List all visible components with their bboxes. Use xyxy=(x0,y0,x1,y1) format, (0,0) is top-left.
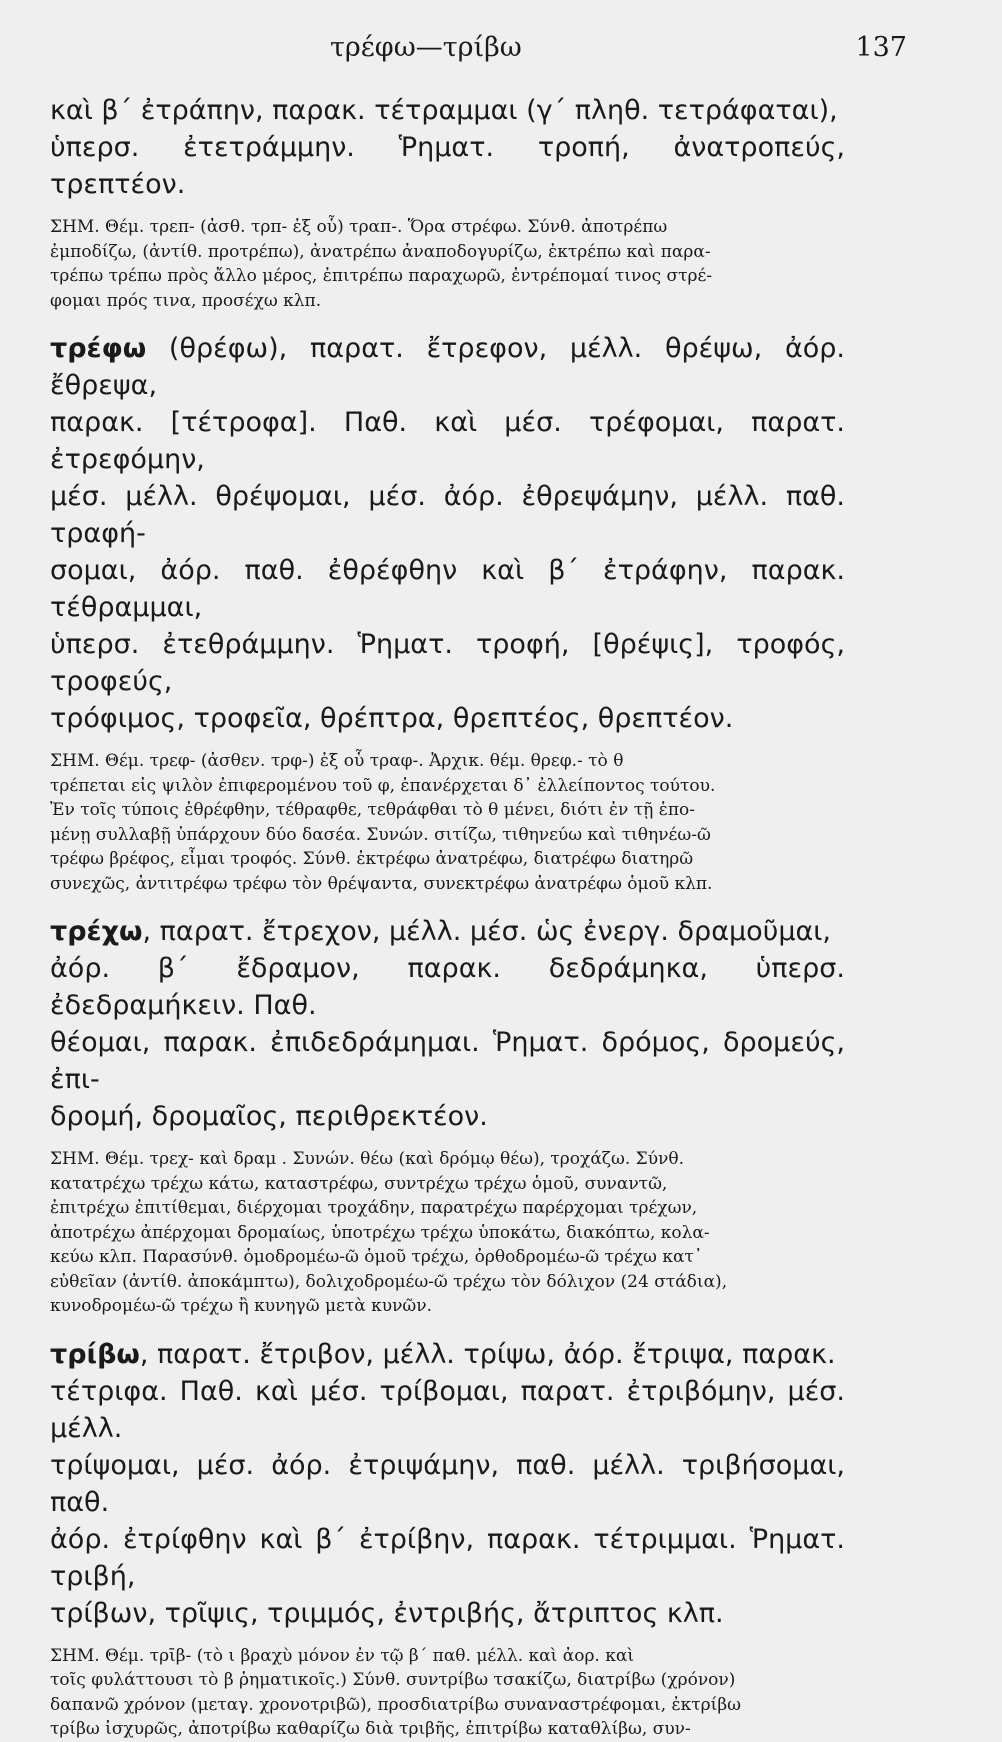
note-line: τρέπω τρέπω πρὸς ἄλλο μέρος, ἐπιτρέπω παραχωρῶ, ἐντρέπομαί τινος στρέ- xyxy=(50,266,713,286)
text-line: παρακ. [τέτροφα]. Παθ. καὶ μέσ. τρέφομαι, παρατ. ἐτρεφόμην, xyxy=(50,407,845,475)
note-line: ΣΗΜ. Θέμ. τρεφ- (ἀσθεν. τρφ-) ἐξ οὗ τραφ-. Ἀρχικ. θέμ. θρεφ.- τὸ θ xyxy=(50,751,624,771)
entry-headword: τρέχω xyxy=(50,916,143,947)
note-line: ΣΗΜ. Θέμ. τρεπ- (ἀσθ. τρπ- ἐξ οὗ) τραπ-. Ὅρα στρέφω. Σύνθ. ἀποτρέπω xyxy=(50,217,668,237)
note-line: ἀποτρέχω ἀπέρχομαι δρομαίως, ὑποτρέχω τρέχω ὑποκάτω, διακόπτω, κολα- xyxy=(50,1222,710,1243)
note-line: τρίβω ἰσχυρῶς, ἀποτρίβω καθαρίζω διὰ τριβῆς, ἐπιτρίβω καταθλίβω, συν- xyxy=(50,1719,691,1739)
note-line: ΣΗΜ. Θέμ. τρεχ- καὶ δραμ . Συνών. θέω (καὶ δρόμῳ θέω), τροχάζω. Σύνθ. xyxy=(50,1149,685,1169)
entry-headword: τρίβω xyxy=(50,1338,140,1370)
note-line: συνεχῶς, ἀντιτρέφω τρέφω τὸν θρέψαντα, συνεκτρέφω ἀνατρέφω ὁμοῦ κλπ. xyxy=(50,873,713,894)
note-line: φομαι πρός τινα, προσέχω κλπ. xyxy=(50,290,322,311)
text-line: , παρατ. ἔτρεχον, μέλλ. μέσ. ὡς ἐνεργ. δραμοῦμαι, xyxy=(142,916,832,947)
note-line: Ἐν τοῖς τύποις ἐθρέφθην, τέθραφθε, τεθράφθαι τὸ θ μένει, διότι ἐν τῇ ἑπο- xyxy=(50,800,696,820)
text-line: τρίψομαι, μέσ. ἀόρ. ἐτριψάμην, παθ. μέλλ. τριβήσομαι, παθ. xyxy=(50,1449,845,1518)
note-line: ΣΗΜ. Θέμ. τρῑβ- (τὸ ι βραχὺ μόνον ἐν τῷ β΄ παθ. μέλλ. καὶ ἀορ. καὶ xyxy=(50,1645,635,1666)
text-line: ἀόρ. β΄ ἔδραμον, παρακ. δεδράμηκα, ὑπερσ. ἐδεδραμήκειν. Παθ. xyxy=(50,953,845,1021)
note-line: δαπανῶ χρόνον (μεταγ. χρονοτριβῶ), προσδιατρίβω συναναστρέφομαι, ἐκτρίβω xyxy=(50,1694,742,1715)
note-line: ἐμποδίζω, (ἀντίθ. προτρέπω), ἀνατρέπω ἀναποδογυρίζω, ἐκτρέπω καὶ παρα- xyxy=(50,241,711,262)
note-line: μένῃ συλλαβῇ ὑπάρχουν δύο δασέα. Συνών. σιτίζω, τιθηνεύω καὶ τιθηνέω-ῶ xyxy=(50,824,711,845)
note-line: κατατρέχω τρέχω κάτω, καταστρέφω, συντρέχω τρέχω ὁμοῦ, συναντῶ, xyxy=(50,1173,668,1194)
entry-text xyxy=(50,330,845,737)
text-line: τρίβων, τρῖψις, τριμμός, ἐντριβής, ἄτριπτος κλπ. xyxy=(50,1597,724,1629)
text-line: (θρέφω), παρατ. ἔτρεφον, μέλλ. θρέψω, ἀόρ. ἔθρεψα, xyxy=(50,333,845,401)
note-line: τρέπεται εἰς ψιλὸν ἐπιφερομένου τοῦ φ, ἐπανέρχεται δ᾿ ἐλλείποντος τούτου. xyxy=(50,775,716,796)
note-line: τρέφω βρέφος, εἶμαι τροφός. Σύνθ. ἐκτρέφω ἀνατρέφω, διατρέφω διατηρῶ xyxy=(50,849,694,869)
entry-note xyxy=(50,215,845,313)
text-line: σομαι, ἀόρ. παθ. ἐθρέφθην καὶ β΄ ἐτράφην, παρακ. τέθραμμαι, xyxy=(50,555,845,623)
dictionary-body xyxy=(50,92,845,1742)
text-line: τρόφιμος, τροφεῖα, θρέπτρα, θρεπτέος, θρεπτέον. xyxy=(50,703,734,734)
entry-text xyxy=(50,92,845,203)
text-line: μέσ. μέλλ. θρέψομαι, μέσ. ἀόρ. ἐθρεψάμην, μέλλ. παθ. τραφή- xyxy=(50,481,845,549)
entry-note xyxy=(50,1644,845,1742)
note-line: ἐπιτρέχω ἐπιτίθεμαι, διέρχομαι τροχάδην, παρατρέχω παρέρχομαι τρέχων, xyxy=(50,1198,698,1218)
note-line: κυνοδρομέω-ῶ τρέχω ἢ κυνηγῶ μετὰ κυνῶν. xyxy=(50,1296,433,1316)
note-line: τοῖς φυλάττουσι τὸ β ῥηματικοῖς.) Σύνθ. συντρίβω τσακίζω, διατρίβω (χρόνον) xyxy=(50,1670,736,1690)
entry-text xyxy=(50,1336,845,1632)
page-number: 137 xyxy=(855,32,907,63)
text-line: ἀόρ. ἐτρίφθην καὶ β΄ ἐτρίβην, παρακ. τέτριμμαι. Ῥηματ. τριβή, xyxy=(50,1523,845,1592)
text-line: τέτριφα. Παθ. καὶ μέσ. τρίβομαι, παρατ. ἐτριβόμην, μέσ. μέλλ. xyxy=(50,1375,845,1444)
running-title: τρέφω—τρίβω xyxy=(330,32,522,63)
text-line: ὑπερσ. ἐτετράμμην. Ῥηματ. τροπή, ἀνατροπεύς, τρεπτέον. xyxy=(50,132,845,200)
text-line: θέομαι, παρακ. ἐπιδεδράμημαι. Ῥηματ. δρόμος, δρομεύς, ἐπι- xyxy=(50,1027,845,1095)
entry-note xyxy=(50,1147,845,1319)
text-line: , παρατ. ἔτριβον, μέλλ. τρίψω, ἀόρ. ἔτριψα, παρακ. xyxy=(139,1338,836,1370)
page-header xyxy=(0,32,1002,72)
entry-text xyxy=(50,913,845,1135)
text-line: ὑπερσ. ἐτεθράμμην. Ῥηματ. τροφή, [θρέψις], τροφός, τροφεύς, xyxy=(50,629,845,697)
note-line: εὐθεῖαν (ἀντίθ. ἀποκάμπτω), δολιχοδρομέω-ῶ τρέχω τὸν δόλιχον (24 στάδια), xyxy=(50,1271,728,1292)
text-line: καὶ β΄ ἐτράπην, παρακ. τέτραμμαι (γ΄ πληθ. τετράφαται), xyxy=(50,95,838,126)
entry-headword: τρέφω xyxy=(50,333,147,364)
text-line: δρομή, δρομαῖος, περιθρεκτέον. xyxy=(50,1101,488,1132)
entry-note xyxy=(50,749,845,896)
note-line: κεύω κλπ. Παρασύνθ. ὁμοδρομέω-ῶ ὁμοῦ τρέχω, ὀρθοδρομέω-ῶ τρέχω κατ᾿ xyxy=(50,1247,703,1267)
